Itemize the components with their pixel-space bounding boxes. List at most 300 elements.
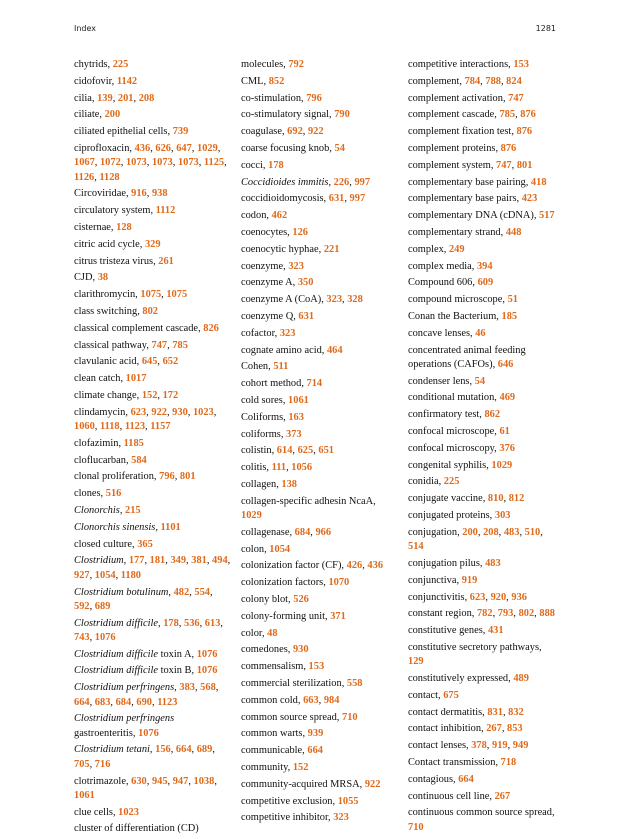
page-reference-link[interactable]: 111 [271, 462, 287, 474]
page-reference-link[interactable]: 592 [74, 600, 90, 612]
index-entry: color, 48 [241, 627, 278, 639]
index-entry: circulatory system, 1112 [74, 205, 176, 217]
index-term: coenocytes [241, 226, 288, 238]
index-term: Clostridium tetani [74, 744, 150, 756]
page-reference-link[interactable]: 785 [499, 109, 516, 121]
index-term: concentrated animal feeding operations (CAFOs) [408, 344, 526, 370]
page-reference-link[interactable]: 510 [524, 526, 541, 538]
index-term: concave lenses [408, 327, 471, 339]
page-reference-link[interactable]: 215 [125, 505, 141, 517]
page-reference-link[interactable]: 832 [508, 706, 524, 718]
page-reference-link[interactable]: 373 [286, 428, 302, 440]
index-entry: collagenase, 684, 966 [241, 526, 332, 538]
page-reference-link[interactable]: 1054 [94, 569, 116, 581]
index-entry: contact, 675 [408, 689, 459, 701]
page-reference-link[interactable]: 784 [464, 75, 481, 87]
page-reference-link[interactable]: 1076 [94, 631, 116, 643]
index-entry: conjunctivitis, 623, 920, 936 [408, 591, 527, 603]
page-reference-link[interactable]: 664 [458, 773, 474, 785]
page-reference-link[interactable]: 517 [539, 210, 555, 222]
page-reference-link[interactable]: 997 [349, 193, 366, 205]
page-reference-link[interactable]: 645 [141, 356, 158, 368]
page-reference-link[interactable]: 163 [288, 411, 304, 423]
page-reference-link[interactable]: 1185 [123, 437, 144, 449]
index-term: complex media [408, 260, 472, 272]
index-term: chytrids [74, 59, 108, 70]
page-reference-link[interactable]: 1029 [491, 459, 513, 471]
page-reference-link[interactable]: 1072 [99, 157, 121, 169]
page-reference-link[interactable]: 876 [500, 142, 517, 154]
index-entry: colon, 1054 [241, 543, 291, 555]
page-reference-link[interactable]: 371 [330, 610, 346, 622]
page-reference-link[interactable]: 494 [212, 555, 228, 567]
page-reference-link[interactable]: 626 [155, 142, 171, 154]
page-reference-link[interactable]: 684 [115, 696, 132, 708]
page-reference-link[interactable]: 1128 [99, 171, 120, 183]
page-reference-link[interactable]: 126 [292, 226, 308, 238]
page-reference-link[interactable]: 831 [487, 706, 503, 718]
index-term: class switching [74, 305, 138, 317]
index-term: clofazimin [74, 437, 119, 449]
page-reference-link[interactable]: 1123 [157, 696, 178, 708]
page-reference-link[interactable]: 664 [307, 745, 323, 757]
index-term: climate change [74, 389, 137, 401]
page-reference-link[interactable]: 1125 [203, 157, 225, 169]
page-reference-link[interactable]: 350 [297, 277, 314, 289]
page-reference-link[interactable]: 876 [520, 109, 536, 121]
index-term: complementary base pairing [408, 176, 526, 188]
page-reference-link[interactable]: 448 [505, 226, 522, 238]
page-reference-link[interactable]: 876 [516, 126, 533, 138]
page-reference-link[interactable]: 558 [346, 677, 363, 689]
page-reference-link[interactable]: 631 [328, 193, 345, 205]
page-reference-link[interactable]: 927 [74, 569, 90, 581]
page-reference-link[interactable]: 966 [315, 526, 332, 538]
page-reference-link[interactable]: 613 [204, 617, 221, 629]
page-reference-link[interactable]: 483 [485, 557, 501, 569]
page-reference-link[interactable]: 938 [151, 188, 168, 200]
page-reference-link[interactable]: 824 [506, 75, 522, 87]
page-reference-link[interactable]: 349 [170, 555, 187, 567]
page-reference-link[interactable]: 930 [172, 406, 188, 418]
page-reference-link[interactable]: 483 [503, 526, 520, 538]
index-term: collagen [241, 478, 277, 490]
page-reference-link[interactable]: 790 [334, 109, 350, 121]
page-reference-link[interactable]: 919 [461, 574, 478, 586]
page-reference-link[interactable]: 584 [131, 454, 147, 466]
page-reference-link[interactable]: 1076 [196, 665, 218, 677]
page-reference-link[interactable]: 1073 [125, 157, 147, 169]
page-reference-link[interactable]: 225 [112, 59, 129, 70]
page-reference-link[interactable]: 664 [175, 744, 192, 756]
page-reference-link[interactable]: 716 [94, 758, 111, 770]
page-reference-link[interactable]: 647 [176, 142, 192, 154]
page-reference-link[interactable]: 788 [485, 75, 501, 87]
page-reference-link[interactable]: 1157 [150, 421, 171, 433]
index-term: cocci [241, 159, 263, 171]
index-term: color [241, 627, 262, 639]
page-reference-link[interactable]: 802 [142, 305, 158, 317]
index-entry: Clostridium botulinum, 482, 554, 592, 689 [74, 586, 213, 612]
page-reference-link[interactable]: 201 [117, 92, 134, 104]
page-reference-link[interactable]: 423 [521, 193, 538, 205]
page-reference-link[interactable]: 747 [151, 339, 168, 351]
page-reference-link[interactable]: 652 [162, 356, 179, 368]
page-reference-link[interactable]: 1112 [155, 205, 176, 217]
page-reference-link[interactable]: 1056 [291, 462, 313, 474]
index-entry: clean catch, 1017 [74, 373, 147, 385]
index-entry: cilia, 139, 201, 208 [74, 92, 155, 104]
page-reference-link[interactable]: 129 [408, 656, 424, 668]
index-entry: cold sores, 1061 [241, 394, 309, 406]
index-entry: confocal microscopy, 376 [408, 442, 515, 454]
page-reference-link[interactable]: 862 [484, 409, 501, 421]
page-reference-link[interactable]: 1070 [328, 577, 350, 589]
page-reference-link[interactable]: 178 [163, 617, 179, 629]
index-term: Clonorchis sinensis [74, 521, 156, 533]
index-term: community [241, 761, 288, 773]
index-entry: comedones, 930 [241, 644, 309, 656]
index-entry: clofazimin, 1185 [74, 437, 144, 449]
page-reference-link[interactable]: 1118 [99, 421, 120, 433]
page-reference-link[interactable]: 378 [471, 740, 487, 752]
page-reference-link[interactable]: 947 [172, 775, 189, 787]
page-reference-link[interactable]: 1075 [140, 289, 162, 301]
index-entry: classical complement cascade, 826 [74, 322, 219, 334]
page-reference-link[interactable]: 949 [512, 740, 529, 752]
page-reference-link[interactable]: 536 [184, 617, 200, 629]
page-reference-link[interactable]: 718 [500, 756, 517, 768]
page-reference-link[interactable]: 426 [346, 560, 363, 572]
index-entry: common warts, 939 [241, 728, 324, 740]
page-reference-link[interactable]: 801 [516, 159, 533, 171]
index-entry: molecules, 792 [241, 59, 304, 70]
index-entry: Clostridium perfringens gastroenteritis, 1076 [74, 713, 175, 739]
index-term: complementary strand [408, 226, 501, 238]
page-reference-link[interactable]: 939 [307, 728, 324, 740]
page-reference-link[interactable]: 739 [172, 126, 189, 138]
page-reference-link[interactable]: 1075 [166, 289, 188, 301]
index-term: collagenase [241, 526, 290, 538]
page-reference-link[interactable]: 663 [303, 694, 319, 706]
index-term: complement fixation test [408, 126, 512, 138]
page-reference-link[interactable]: 514 [408, 541, 424, 553]
index-term: contact dermatitis [408, 706, 483, 718]
page-reference-link[interactable]: 225 [443, 476, 460, 488]
index-term: clarithromycin [74, 289, 136, 301]
page-reference-link[interactable]: 516 [105, 488, 122, 500]
page-reference-link[interactable]: 675 [443, 689, 459, 701]
page-reference-link[interactable]: 689 [196, 744, 213, 756]
page-reference-link[interactable]: 631 [298, 310, 315, 322]
index-entry: clotrimazole, 630, 945, 947, 1038, 1061 [74, 775, 217, 801]
page-reference-link[interactable]: 200 [462, 526, 478, 538]
index-term: co-stimulatory signal [241, 109, 330, 121]
page-reference-link[interactable]: 623 [469, 591, 486, 603]
index-term: Clostridium difficile [74, 665, 158, 677]
index-entry: Clostridium perfringens, 383, 568, 664, 683, 684, 690, 1123 [74, 682, 219, 708]
page-reference-link[interactable]: 920 [490, 591, 507, 603]
page-reference-link[interactable]: 1023 [192, 406, 214, 418]
page-reference-link[interactable]: 1076 [138, 727, 159, 739]
page-reference-link[interactable]: 1073 [177, 157, 199, 169]
index-term: community-acquired MRSA [241, 778, 360, 790]
page-reference-link[interactable]: 1060 [74, 421, 95, 433]
page-reference-link[interactable]: 1029 [241, 510, 262, 522]
page-reference-link[interactable]: 1054 [269, 543, 291, 555]
page-reference-link[interactable]: 930 [292, 644, 309, 656]
index-term: toxin B [158, 665, 192, 677]
page-reference-link[interactable]: 153 [513, 59, 529, 70]
page-reference-link[interactable]: 323 [279, 327, 296, 339]
page-reference-link[interactable]: 625 [297, 445, 314, 457]
page-reference-link[interactable]: 128 [116, 221, 132, 233]
page-reference-link[interactable]: 261 [158, 255, 174, 267]
page-reference-link[interactable]: 743 [74, 631, 90, 643]
index-term: complementary DNA (cDNA) [408, 210, 534, 222]
index-term: Clostridium perfringens [74, 682, 175, 694]
page-reference-link[interactable]: 153 [308, 661, 325, 673]
index-entry: community-acquired MRSA, 922 [241, 778, 381, 790]
page-reference-link[interactable]: 323 [326, 294, 343, 306]
index-term: cloflucarban [74, 454, 126, 466]
page-reference-link[interactable]: 249 [448, 243, 465, 255]
page-reference-link[interactable]: 1067 [74, 157, 95, 169]
page-reference-link[interactable]: 208 [138, 92, 155, 104]
index-entry: commercial sterilization, 558 [241, 677, 363, 689]
page-reference-link[interactable]: 812 [508, 493, 525, 505]
page-reference-link[interactable]: 852 [268, 75, 285, 87]
index-entry: CML, 852 [241, 75, 285, 87]
page-reference-link[interactable]: 178 [268, 159, 284, 171]
page-reference-link[interactable]: 383 [179, 682, 195, 694]
page-reference-link[interactable]: 664 [74, 696, 90, 708]
page-reference-link[interactable]: 801 [179, 471, 196, 483]
page-reference-link[interactable]: 692 [287, 126, 303, 138]
index-term: constitutive genes [408, 625, 483, 637]
page-reference-link[interactable]: 1017 [125, 373, 147, 385]
page-reference-link[interactable]: 710 [342, 711, 358, 723]
index-column-3 [408, 58, 558, 837]
page-reference-link[interactable]: 54 [474, 375, 486, 387]
page-reference-link[interactable]: 381 [191, 555, 207, 567]
index-entry: climate change, 152, 172 [74, 389, 179, 401]
index-term: co-stimulation [241, 92, 302, 104]
page-reference-link[interactable]: 54 [334, 142, 345, 154]
page-reference-link[interactable]: 1061 [288, 394, 309, 406]
page-reference-link[interactable]: 568 [200, 682, 216, 694]
index-term: Contact transmission [408, 756, 496, 768]
page-reference-link[interactable]: 792 [288, 59, 304, 70]
page-reference-link[interactable]: 469 [499, 392, 516, 404]
index-term: Coliforms [241, 411, 284, 423]
page-reference-link[interactable]: 922 [364, 778, 381, 790]
index-entry: collagen, 138 [241, 478, 297, 490]
page-reference-link[interactable]: 489 [513, 672, 529, 684]
page-reference-link[interactable]: 329 [144, 238, 161, 250]
page-reference-link[interactable]: 1029 [197, 142, 218, 154]
index-entry: clindamycin, 623, 922, 930, 1023, 1060, 1118, 1123, 1157 [74, 406, 217, 433]
page-reference-link[interactable]: 1061 [74, 789, 95, 801]
page-reference-link[interactable]: 1038 [193, 775, 215, 787]
page-reference-link[interactable]: 200 [104, 109, 121, 121]
page-reference-link[interactable]: 38 [97, 272, 109, 284]
page-reference-link[interactable]: 61 [499, 426, 510, 438]
page-reference-link[interactable]: 511 [273, 361, 289, 373]
page-reference-link[interactable]: 323 [333, 812, 349, 824]
page-reference-link[interactable]: 323 [288, 260, 304, 272]
page-reference-link[interactable]: 796 [159, 471, 175, 483]
page-reference-link[interactable]: 156 [155, 744, 171, 756]
page-reference-link[interactable]: 46 [475, 327, 486, 339]
page-reference-link[interactable]: 690 [136, 696, 152, 708]
page-reference-link[interactable]: 623 [130, 406, 147, 418]
index-term: Coccidioides immitis [241, 176, 329, 188]
index-entry: Coliforms, 163 [241, 411, 304, 423]
page-reference-link[interactable]: 888 [539, 608, 555, 620]
page-reference-link[interactable]: 826 [203, 322, 219, 334]
index-term: coagulase [241, 126, 282, 138]
page-reference-link[interactable]: 747 [508, 92, 524, 104]
page-reference-link[interactable]: 1123 [124, 421, 146, 433]
page-reference-link[interactable]: 984 [323, 694, 340, 706]
page-reference-link[interactable]: 152 [141, 389, 158, 401]
page-reference-link[interactable]: 1126 [74, 171, 95, 183]
page-reference-link[interactable]: 1073 [151, 157, 173, 169]
page-reference-link[interactable]: 185 [501, 310, 518, 322]
index-entry: coenzyme A, 350 [241, 277, 314, 289]
page-reference-link[interactable]: 1055 [337, 795, 359, 807]
index-entry: communicable, 664 [241, 745, 323, 757]
page-reference-link[interactable]: 1180 [120, 569, 141, 581]
index-term: compound microscope [408, 294, 503, 306]
page-reference-link[interactable]: 554 [194, 586, 210, 598]
page-reference-link[interactable]: 684 [294, 526, 311, 538]
page-reference-link[interactable]: 418 [530, 176, 547, 188]
index-term: condenser lens [408, 375, 470, 387]
page-reference-link[interactable]: 51 [507, 294, 518, 306]
page-reference-link[interactable]: 919 [492, 740, 508, 752]
page-reference-link[interactable]: 1076 [196, 648, 218, 660]
index-entry: Clonorchis sinensis, 1101 [74, 521, 181, 533]
index-term: clindamycin [74, 406, 126, 418]
page-reference-link[interactable]: 482 [173, 586, 190, 598]
index-term: conjunctiva [408, 574, 457, 586]
page-reference-link[interactable]: 526 [293, 594, 309, 605]
page-reference-link[interactable]: 436 [367, 560, 384, 572]
index-entry: conjugated proteins, 303 [408, 510, 511, 522]
index-entry: clonal proliferation, 796, 801 [74, 471, 196, 483]
page-reference-link[interactable]: 689 [94, 600, 111, 612]
index-entry: ciliated epithelial cells, 739 [74, 126, 189, 138]
index-entry: cidofovir, 1142 [74, 75, 138, 87]
page-reference-link[interactable]: 945 [151, 775, 168, 787]
page-reference-link[interactable]: 710 [408, 821, 424, 833]
index-term: closed culture [74, 538, 132, 550]
index-term: coliforms [241, 428, 281, 440]
page-reference-link[interactable]: 1142 [116, 75, 138, 87]
index-entry: ciprofloxacin, 436, 626, 647, 1029, 1067, 1072, 1073, 1073, 1073, 1125, 1126, 1128 [74, 142, 227, 183]
index-entry: coagulase, 692, 922 [241, 126, 324, 138]
page-reference-link[interactable]: 152 [292, 761, 309, 773]
page-reference-link[interactable]: 785 [172, 339, 188, 351]
index-term: complement system [408, 159, 491, 171]
page-reference-link[interactable]: 172 [162, 389, 179, 401]
page-reference-link[interactable]: 1023 [118, 806, 139, 818]
page-reference-link[interactable]: 614 [276, 445, 293, 457]
page-reference-link[interactable]: 138 [281, 478, 297, 490]
page-reference-link[interactable]: 376 [499, 442, 515, 454]
page-reference-link[interactable]: 630 [131, 775, 147, 787]
page-reference-link[interactable]: 810 [487, 493, 504, 505]
page-reference-link[interactable]: 714 [306, 378, 323, 390]
index-term: ciprofloxacin [74, 142, 130, 154]
index-entry: coccidioidomycosis, 631, 997 [241, 193, 366, 205]
page-reference-link[interactable]: 683 [94, 696, 111, 708]
index-term: colony blot [241, 594, 289, 605]
index-entry: clones, 516 [74, 488, 122, 500]
page-reference-link[interactable]: 651 [318, 445, 334, 457]
index-entry: Clostridium, 177, 181, 349, 381, 494, 927, 1054, 1180 [74, 555, 231, 581]
page-reference-link[interactable]: 436 [134, 142, 151, 154]
page-reference-link[interactable]: 922 [307, 126, 324, 138]
page-reference-link[interactable]: 802 [518, 608, 535, 620]
page-reference-link[interactable]: 997 [354, 176, 371, 188]
index-term: conditional mutation [408, 392, 495, 404]
page-reference-link[interactable]: 431 [487, 625, 504, 637]
page-reference-link[interactable]: 916 [131, 188, 147, 200]
page-reference-link[interactable]: 462 [271, 210, 288, 222]
page-reference-link[interactable]: 365 [137, 538, 153, 550]
page-reference-link[interactable]: 936 [511, 591, 527, 603]
index-entry: Coccidioides immitis, 226, 997 [241, 176, 371, 188]
page-reference-link[interactable]: 48 [267, 627, 278, 639]
page-reference-link[interactable]: 646 [497, 358, 514, 370]
page-reference-link[interactable]: 328 [347, 294, 363, 306]
page-reference-link[interactable]: 267 [494, 790, 511, 802]
page-reference-link[interactable]: 747 [496, 159, 512, 171]
page-reference-link[interactable]: 221 [323, 243, 340, 255]
page-reference-link[interactable]: 139 [97, 92, 113, 104]
page-reference-link[interactable]: 464 [326, 344, 343, 356]
index-term: coenzyme [241, 260, 284, 272]
page-reference-link[interactable]: 267 [486, 723, 502, 735]
page-reference-link[interactable]: 1101 [160, 521, 181, 533]
page-reference-link[interactable]: 226 [333, 176, 350, 188]
index-entry: conidia, 225 [408, 476, 460, 488]
index-term: CJD [74, 272, 93, 284]
index-column-1 [74, 58, 232, 839]
page-reference-link[interactable]: 394 [476, 260, 493, 272]
index-entry: colonization factor (CF), 426, 436 [241, 560, 384, 572]
index-entry: complement proteins, 876 [408, 142, 517, 154]
page-reference-link[interactable]: 181 [149, 555, 166, 567]
page-reference-link[interactable]: 208 [483, 526, 499, 538]
page-reference-link[interactable]: 922 [151, 406, 167, 418]
page-reference-link[interactable]: 177 [128, 555, 145, 567]
page-reference-link[interactable]: 796 [306, 92, 322, 104]
page-reference-link[interactable]: 853 [507, 723, 523, 735]
page-reference-link[interactable]: 705 [74, 758, 90, 770]
page-reference-link[interactable]: 793 [497, 608, 514, 620]
index-term: cidofovir [74, 75, 112, 87]
index-entry: ciliate, 200 [74, 109, 121, 121]
page-reference-link[interactable]: 609 [477, 277, 494, 289]
index-entry: complement activation, 747 [408, 92, 524, 104]
page-reference-link[interactable]: 782 [476, 608, 493, 620]
page-reference-link[interactable]: 303 [494, 510, 511, 522]
index-term: clonal proliferation [74, 471, 154, 483]
